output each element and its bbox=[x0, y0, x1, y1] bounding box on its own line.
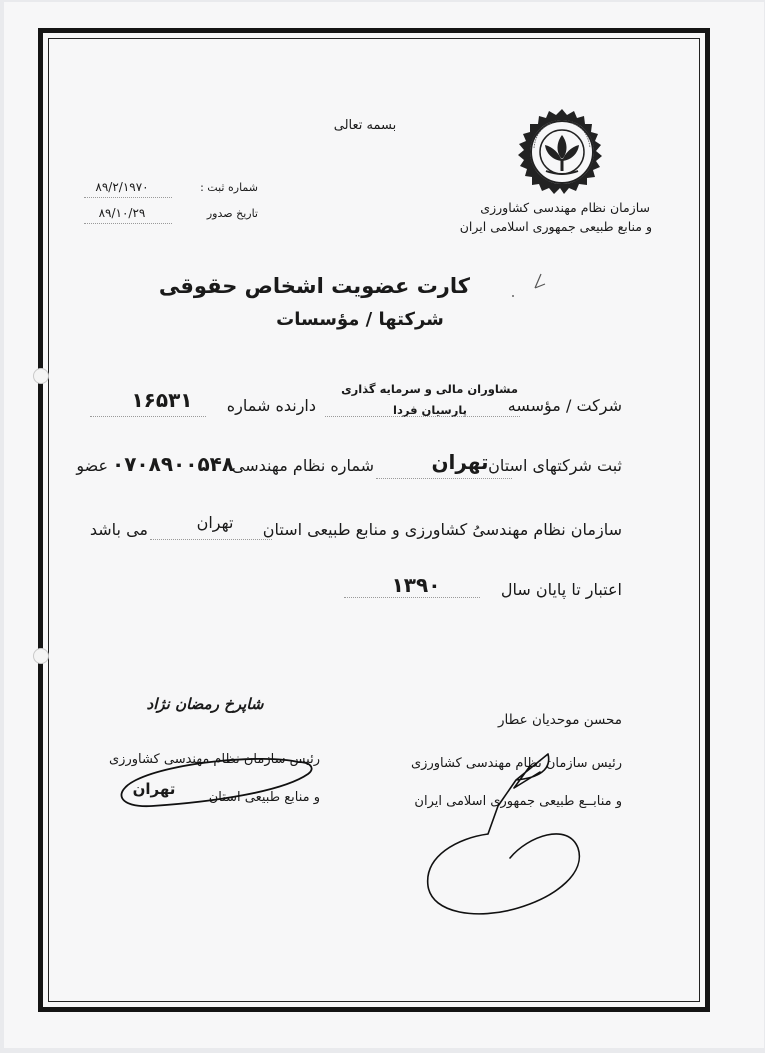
card-subtitle: شرکتها / مؤسسات bbox=[276, 309, 444, 330]
registration-number-underline bbox=[84, 197, 172, 198]
check-mark-icon bbox=[505, 272, 545, 302]
company-name-line2: پارسیان فردا bbox=[393, 403, 467, 417]
card-title: کارت عضویت اشخاص حقوقی bbox=[158, 274, 470, 298]
company-label: شرکت / مؤسسه bbox=[507, 396, 622, 415]
company-underline bbox=[325, 416, 520, 417]
organization-name-line1: سازمان نظام مهندسی کشاورزی bbox=[480, 200, 650, 215]
registration-number-label: شماره ثبت : bbox=[200, 181, 258, 194]
province2-underline bbox=[150, 539, 272, 540]
issue-date-underline bbox=[84, 223, 172, 224]
validity-year-value: ۱۳۹۰ bbox=[391, 573, 441, 597]
issue-date-label: تاریخ صدور bbox=[206, 207, 258, 220]
basmala: بسمه تعالی bbox=[333, 118, 397, 133]
member-label: عضو bbox=[76, 456, 108, 475]
right-signatory-title-line2: و منابــع طبیعی جمهوری اسلامی ایران bbox=[414, 794, 622, 809]
issue-date-value: ۸۹/۱۰/۲۹ bbox=[98, 206, 146, 220]
left-signatory-title-line2: و منابع طبیعی استان bbox=[208, 790, 320, 805]
left-signature-icon bbox=[112, 752, 322, 822]
is-label: می باشد bbox=[89, 520, 148, 539]
province2-value: تهران bbox=[196, 513, 234, 532]
province-value: تهران bbox=[431, 450, 489, 474]
holder-number-underline bbox=[90, 416, 206, 417]
holder-number-value: ۱۶۵۳۱ bbox=[131, 388, 193, 412]
registration-number-value: ۸۹/۲/۱۹۷۰ bbox=[95, 180, 149, 194]
right-signatory-title-line1: رئیس سازمان نظام مهندسی کشاورزی bbox=[410, 756, 622, 771]
right-signature-icon bbox=[418, 748, 598, 918]
organization-province-label: سازمان نظام مهندسیُ کشاورزی و منابع طبیعی استان bbox=[262, 520, 622, 539]
left-signatory-title-line1: رئیس سازمان نظام مهندسی کشاورزی bbox=[108, 752, 320, 767]
engineering-number-label: شماره نظام مهندسی bbox=[231, 456, 374, 475]
engineering-number-value: ۰۷۰۸۹۰۰۵۴۸ bbox=[112, 452, 235, 476]
province-registration-label: ثبت شرکتهای استان bbox=[488, 456, 622, 475]
left-signatory-province: تهران bbox=[132, 780, 176, 798]
punch-hole-bottom bbox=[33, 648, 49, 664]
left-signatory-name: شاپرخ رمضان نژاد bbox=[146, 695, 264, 713]
validity-year-underline bbox=[344, 597, 480, 598]
province-underline bbox=[376, 478, 512, 479]
holder-number-label: دارنده شماره bbox=[226, 396, 316, 415]
company-name-line1: مشاوران مالی و سرمایه گذاری bbox=[341, 382, 518, 396]
validity-label: اعتبار تا پایان سال bbox=[500, 580, 622, 599]
punch-hole-top bbox=[33, 368, 49, 384]
right-signatory-name: محسن موحدیان عطار bbox=[497, 712, 622, 728]
organization-logo-icon bbox=[512, 105, 612, 205]
organization-name-line2: و منابع طبیعی جمهوری اسلامی ایران bbox=[459, 219, 652, 234]
